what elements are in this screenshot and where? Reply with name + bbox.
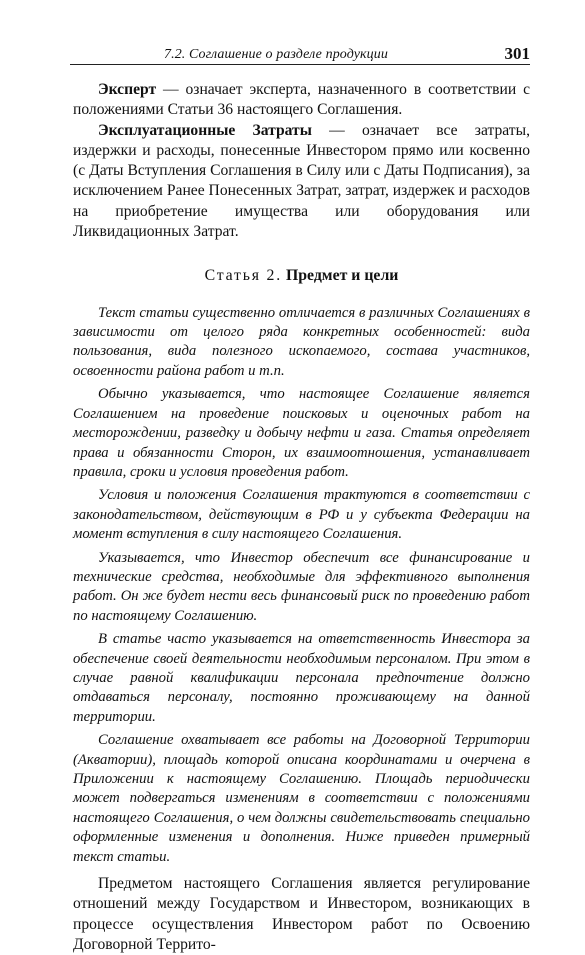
page-number: 301: [504, 44, 530, 63]
commentary-paragraph: Текст статьи существенно отличается в различных Соглашениях в зависимости от целого ряда конкретных особенностей: вида пользования, вида полезного ископаемого, состава участников, освоенности района работ и т.п.: [73, 304, 530, 379]
commentary-paragraph: Условия и положения Соглашения трактуются в соответствии с законодательством, действующим в РФ и у субъекта Федерации на момент вступления в силу настоящего Соглашения.: [73, 487, 530, 543]
definition-text: — означает эксперта, назначенного в соответствии с положениями Статьи 36 настоящего Соглашения.: [73, 81, 530, 119]
commentary-paragraph: Соглашение охватывает все работы на Договорной Территории (Акватории), площадь которой описана координатами и очерчена в Приложении к настоящему Соглашению. Площадь периодически может подвергаться изменениям в соответствии с положениями настоящего Соглашения, о чем должны свидетельствовать специально оформленные изменения и дополнения. Ниже приведен примерный текст статьи.: [73, 732, 530, 865]
article-number: Статья 2.: [204, 267, 282, 285]
definition-text: — означает все затраты, издержки и расходы, понесенные Инвестором прямо или косвенно (с Даты Вступления Соглашения в Силу или с Даты Подписания), за исключением Ранее Понесенных Затрат, затрат, издержек и расходов на приобретение имущества или оборудования или Ликвидационных Затрат.: [73, 121, 530, 241]
page-header: [70, 38, 530, 65]
definition-term: Эксплуатационные Затраты: [98, 121, 312, 139]
definition-paragraph: [73, 80, 530, 121]
article-title: Предмет и цели: [285, 267, 399, 285]
definition-paragraph: [73, 121, 530, 243]
article-heading: [73, 266, 530, 286]
commentary-paragraph: В статье часто указывается на ответственность Инвестора за обеспечение своей деятельности необходимым персоналом. При этом в случае равной квалификации персонала предпочтение должно отдаваться персоналу, постоянно проживающему на данной территории.: [73, 631, 530, 725]
commentary-paragraph: Обычно указывается, что настоящее Соглашение является Соглашением на проведение поисковых и оценочных работ на месторождении, разведку и добычу нефти и газа. Статья определяет права и обязанности Сторон, их взаимоотношения, устанавливает правила, сроки и условия проведения работ.: [73, 386, 530, 480]
commentary-paragraph: Указывается, что Инвестор обеспечит все финансирование и технические средства, необходимые для эффективного выполнения работ. Он же будет нести весь финансовый риск по проведению работ по настоящему Соглашению.: [73, 549, 530, 624]
page-body: [73, 80, 530, 955]
commentary-block: [73, 304, 530, 867]
running-title: 7.2. Соглашение о разделе продукции: [164, 47, 388, 62]
article-text-paragraph: Предметом настоящего Соглашения является регулирование отношений между Государством и Инвестором, возникающих в процессе осуществления Инвестором работ по Освоению Договорной Террито-: [73, 875, 530, 953]
definition-term: Эксперт: [98, 81, 157, 98]
